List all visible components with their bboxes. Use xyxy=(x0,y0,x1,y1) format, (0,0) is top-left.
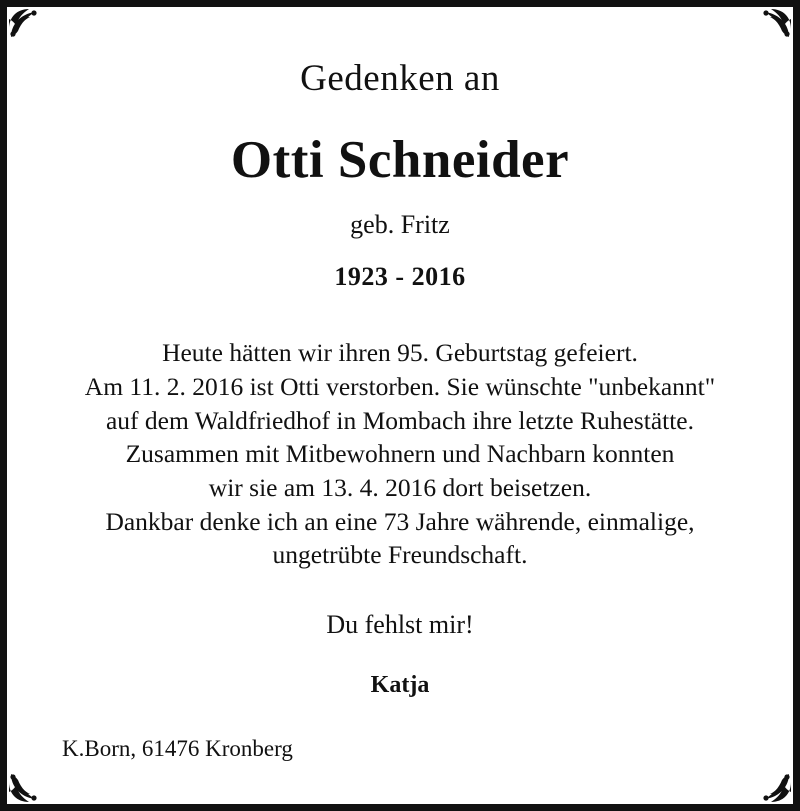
memorial-intro: Gedenken an xyxy=(300,58,500,99)
body-line: auf dem Waldfriedhof in Mombach ihre letzte Ruhestätte. xyxy=(105,405,695,435)
body-line: Dankbar denke ich an eine 73 Jahre währende, einmalige, xyxy=(105,506,695,536)
memorial-body xyxy=(47,336,753,572)
deceased-name: Otti Schneider xyxy=(230,130,570,189)
signature-name: Katja xyxy=(370,671,430,698)
maiden-name: geb. Fritz xyxy=(350,210,450,240)
notice-content xyxy=(7,7,793,804)
farewell-text: Du fehlst mir! xyxy=(326,609,474,639)
sender-address: K.Born, 61476 Kronberg xyxy=(62,736,293,761)
body-line: Am 11. 2. 2016 ist Otti verstorben. Sie wünschte "unbekannt" xyxy=(84,371,716,401)
life-dates: 1923 - 2016 xyxy=(334,262,466,292)
body-line: Heute hätten wir ihren 95. Geburtstag gefeiert. xyxy=(162,338,638,368)
body-line: Zusammen mit Mitbewohnern und Nachbarn konnten xyxy=(125,439,675,469)
body-line: ungetrübte Freundschaft. xyxy=(272,540,528,570)
body-line: wir sie am 13. 4. 2016 dort beisetzen. xyxy=(208,472,592,502)
